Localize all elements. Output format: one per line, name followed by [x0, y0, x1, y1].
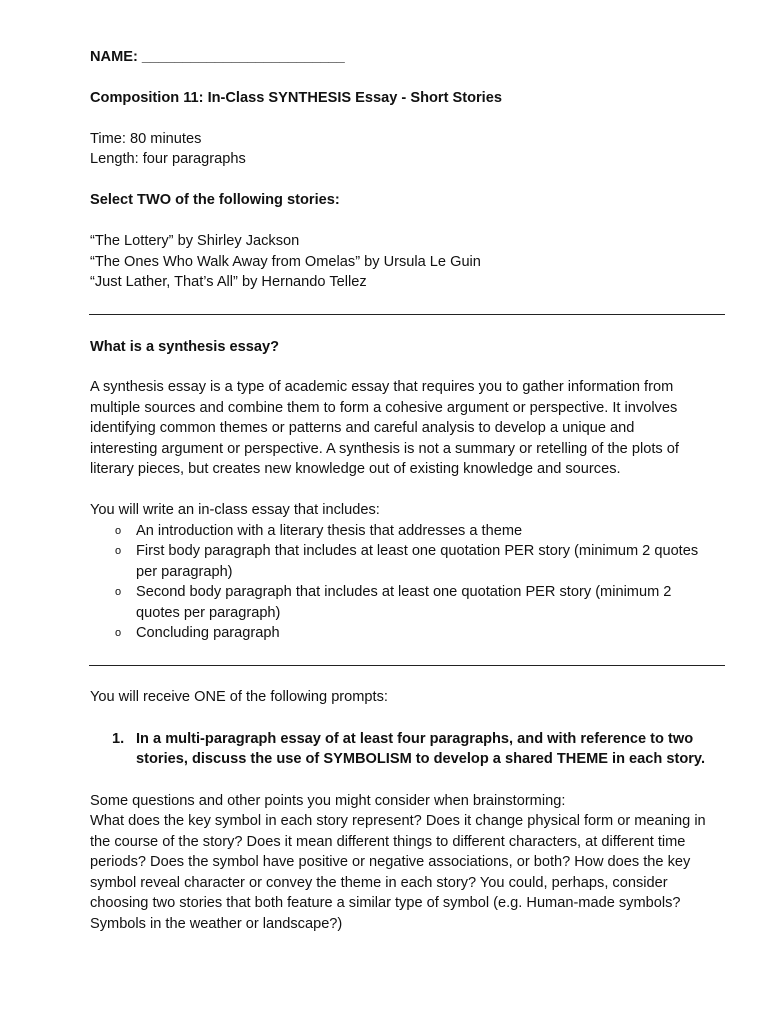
bullet-item-continued: per paragraph) — [136, 564, 233, 580]
name-field-label: NAME: _________________________ — [90, 49, 345, 65]
section-divider — [89, 314, 725, 315]
consider-line: What does the key symbol in each story represent? Does it change physical form or meaning in — [90, 813, 706, 829]
bullet-marker: o — [115, 627, 122, 639]
bullet-item-continued: quotes per paragraph) — [136, 605, 281, 621]
length-text: Length: four paragraphs — [90, 151, 246, 167]
prompt-number: 1. — [112, 731, 125, 747]
bullet-item: First body paragraph that includes at least one quotation PER story (minimum 2 quotes — [136, 543, 699, 559]
story-item: “The Ones Who Walk Away from Omelas” by Ursula Le Guin — [90, 254, 481, 270]
consider-line: Some questions and other points you might consider when brainstorming: — [90, 793, 566, 809]
story-item: “The Lottery” by Shirley Jackson — [90, 233, 300, 249]
bullet-item: Concluding paragraph — [136, 625, 280, 641]
consider-line: periods? Does the symbol have positive or negative associations, or both? How does the key — [90, 854, 691, 870]
consider-line: symbol reveal character or convey the theme in each story? You could, perhaps, consider — [90, 875, 668, 891]
bullet-marker: o — [115, 545, 122, 557]
paragraph-line: multiple sources and combine them to form a cohesive argument or perspective. It involves — [90, 400, 678, 416]
paragraph-line: identifying common themes or patterns and careful analysis to develop a unique and — [90, 420, 635, 436]
bullet-item: An introduction with a literary thesis that addresses a theme — [136, 523, 523, 539]
paragraph-line: literary pieces, but creates new knowledge out of existing knowledge and sources. — [90, 461, 621, 477]
paragraph-line: A synthesis essay is a type of academic essay that requires you to gather information from — [90, 379, 674, 395]
bullet-item: Second body paragraph that includes at least one quotation PER story (minimum 2 — [136, 584, 672, 600]
consider-line: Symbols in the weather or landscape?) — [90, 916, 343, 932]
prompt-text: stories, discuss the use of SYMBOLISM to develop a shared THEME in each story. — [136, 751, 706, 767]
bullet-marker: o — [115, 586, 122, 598]
stories-heading: Select TWO of the following stories: — [90, 192, 340, 208]
synthesis-heading: What is a synthesis essay? — [90, 339, 279, 355]
section-divider — [89, 665, 725, 666]
consider-line: the course of the story? Does it mean different things to different characters, at different time — [90, 834, 686, 850]
prompt-text: In a multi-paragraph essay of at least four paragraphs, and with reference to two — [136, 731, 694, 747]
paragraph-line: interesting argument or perspective. A synthesis is not a summary or retelling of the plots of — [90, 441, 679, 457]
bullet-marker: o — [115, 525, 122, 537]
consider-line: choosing two stories that both feature a similar type of symbol (e.g. Human-made symbols? — [90, 895, 681, 911]
prompts-intro: You will receive ONE of the following prompts: — [90, 689, 388, 705]
time-text: Time: 80 minutes — [90, 131, 202, 147]
story-item: “Just Lather, That’s All” by Hernando Tellez — [90, 274, 367, 290]
includes-intro: You will write an in-class essay that includes: — [90, 502, 380, 518]
document-title: Composition 11: In-Class SYNTHESIS Essay - Short Stories — [90, 90, 502, 106]
